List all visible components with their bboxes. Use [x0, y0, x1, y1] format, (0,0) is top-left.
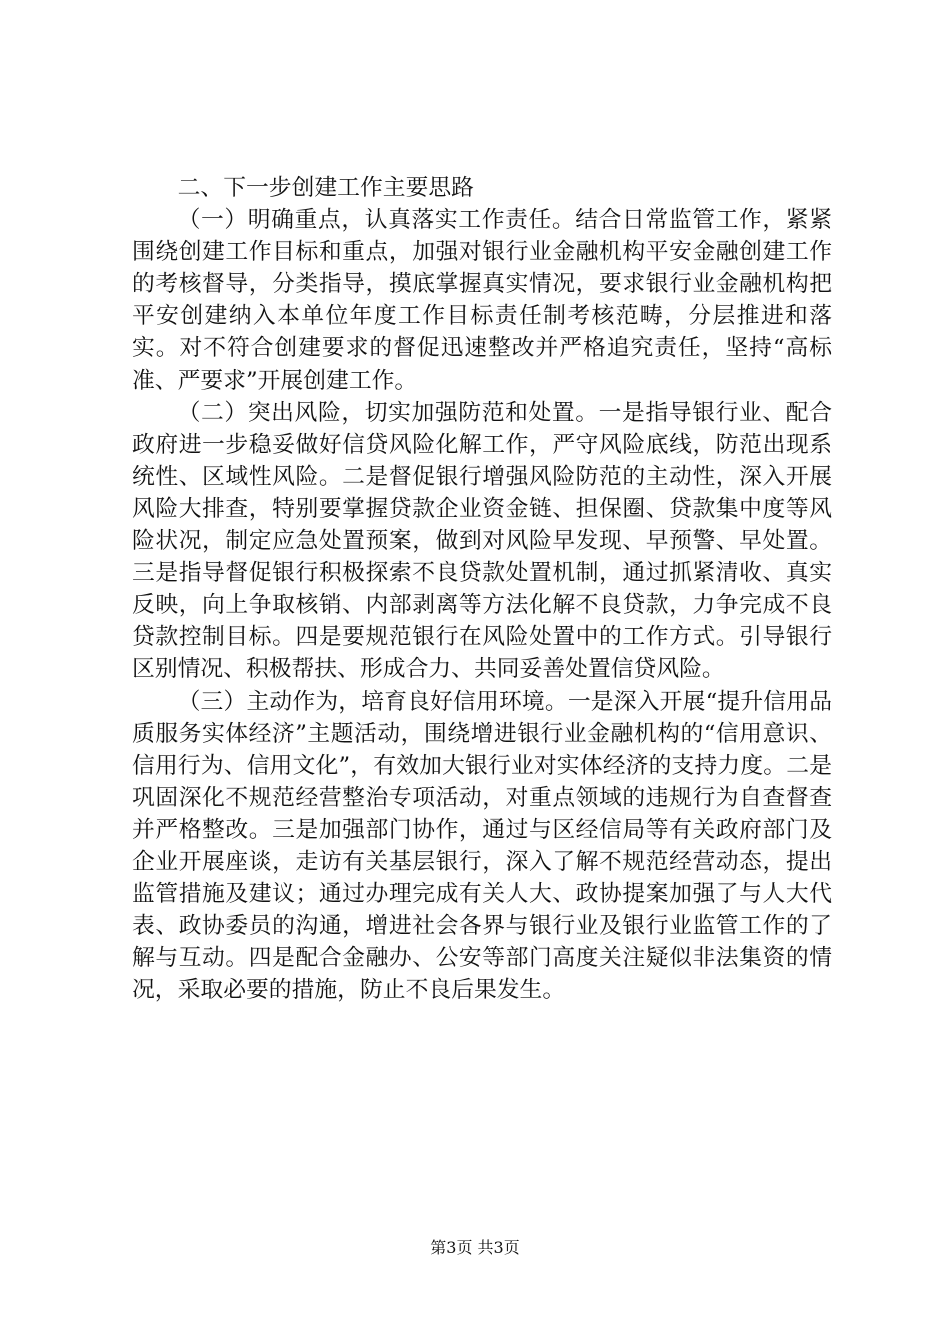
paragraph-2: （二）突出风险，切实加强防范和处置。一是指导银行业、配合政府进一步稳妥做好信贷风险化解工作，严守风险底线，防范出现系统性、区域性风险。二是督促银行增强风险防范的主动性，深入开展风险大排查，特别要掌握贷款企业资金链、担保圈、贷款集中度等风险状况，制定应急处置预案，做到对风险早发现、早预警、早处置。三是指导督促银行积极探索不良贷款处置机制，通过抓紧清收、真实反映，向上争取核销、内部剥离等方法化解不良贷款，力争完成不良贷款控制目标。四是要规范银行在风险处置中的工作方式。引导银行区别情况、积极帮扶、形成合力、共同妥善处置信贷风险。 — [132, 399, 832, 683]
page-footer: 第3页 共3页 — [430, 1238, 520, 1257]
document-body — [132, 172, 832, 1006]
paragraph-1: （一）明确重点，认真落实工作责任。结合日常监管工作，紧紧围绕创建工作目标和重点，加强对银行业金融机构平安金融创建工作的考核督导，分类指导，摸底掌握真实情况，要求银行业金融机构把平安创建纳入本单位年度工作目标责任制考核范畴，分层推进和落实。对不符合创建要求的督促迅速整改并严格追究责任，坚持“高标准、严要求”开展创建工作。 — [132, 207, 832, 394]
paragraph-3: （三）主动作为，培育良好信用环境。一是深入开展“提升信用品质服务实体经济”主题活动，围绕增进银行业金融机构的“信用意识、信用行为、信用文化”，有效加大银行业对实体经济的支持力度。二是巩固深化不规范经营整治专项活动，对重点领域的违规行为自查督查并严格整改。三是加强部门协作，通过与区经信局等有关政府部门及企业开展座谈，走访有关基层银行，深入了解不规范经营动态，提出监管措施及建议；通过办理完成有关人大、政协提案加强了与人大代表、政协委员的沟通，增进社会各界与银行业及银行业监管工作的了解与互动。四是配合金融办、公安等部门高度关注疑似非法集资的情况，采取必要的措施，防止不良后果发生。 — [132, 688, 832, 1004]
section-heading: 二、下一步创建工作主要思路 — [177, 175, 474, 201]
